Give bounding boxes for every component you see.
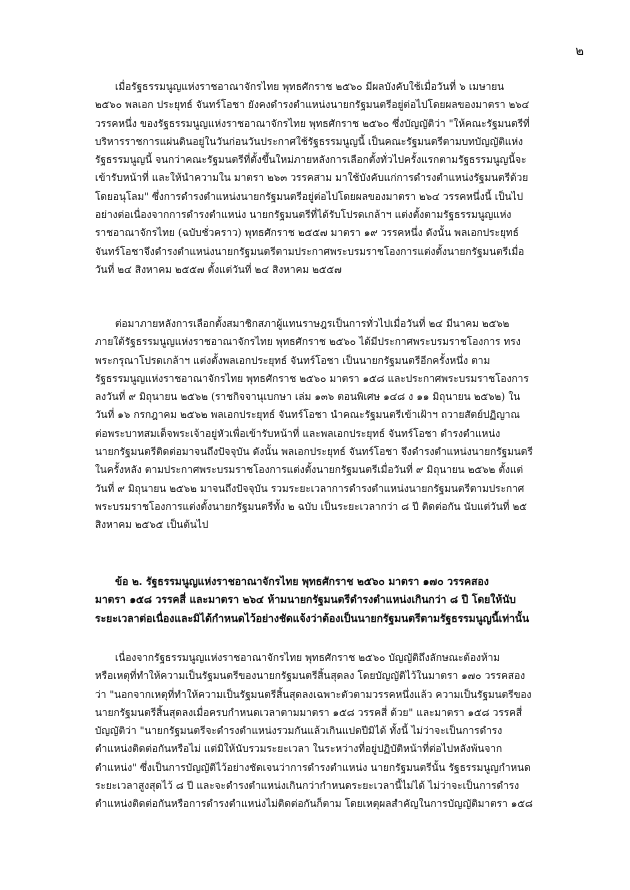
heading-line: ระยะเวลาต่อเนื่องและมิได้กำหนดไว้อย่างชัดแจ้งว่าต้องเป็นนายกรัฐมนตรีตามรัฐธรรมนูญนี้เท่านั้น [95, 612, 530, 625]
heading-line: ข้อ ๒. รัฐธรรมนูญแห่งราชอาณาจักรไทย พุทธศักราช ๒๕๖๐ มาตรา ๑๗๐ วรรคสอง [115, 576, 489, 588]
text-line: บัญญัติว่า "นายกรัฐมนตรีจะดำรงตำแหน่งรวมกันแล้วเกินแปดปีมิได้ ทั้งนี้ ไม่ว่าจะเป็นการดำรง [95, 726, 503, 738]
text-line: วันที่ ๑๖ กรกฎาคม ๒๕๖๒ พลเอกประยุทธ์ จันทร์โอชา นำคณะรัฐมนตรีเข้าเฝ้าฯ ถวายสัตย์ปฏิญาณ [95, 410, 520, 422]
text-line: เนื่องจากรัฐธรรมนูญแห่งราชอาณาจักรไทย พุทธศักราช ๒๕๖๐ บัญญัติถึงลักษณะต้องห้าม [115, 653, 500, 664]
text-line: เข้ารับหน้าที่ และให้นำความใน มาตรา ๒๖๓ วรรคสาม มาใช้บังคับแก่การดำรงตำแหน่งรัฐมนตรีด้วย [95, 173, 529, 185]
page-number: ๒ [575, 44, 584, 59]
text-line: บริหารราชการแผ่นดินอยู่ในวันก่อนวันประกาศใช้รัฐธรรมนูญนี้ เป็นคณะรัฐมนตรีตามบทบัญญัติแห่ง [95, 136, 523, 148]
text-line: หรือเหตุที่ทำให้ความเป็นรัฐมนตรีของนายกรัฐมนตรีสิ้นสุดลง โดยบัญญัติไว้ในมาตรา ๑๗๐ วรรคสอง [95, 671, 526, 683]
text-line: ต่อพระบาทสมเด็จพระเจ้าอยู่หัวเพื่อเข้ารับหน้าที่ และพลเอกประยุทธ์ จันทร์โอชา ดำรงตำแหน่ง [95, 428, 501, 440]
text-line: ลงวันที่ ๙ มิถุนายน ๒๕๖๒ (ราชกิจจานุเบกษา เล่ม ๑๓๖ ตอนพิเศษ ๑๔๘ ง ๑๑ มิถุนายน ๒๕๖๒) ใน [95, 392, 521, 404]
text-line: โดยอนุโลม" ซึ่งการดำรงตำแหน่งนายกรัฐมนตรีอยู่ต่อไปโดยผลของมาตรา ๒๖๔ วรรคหนึ่งนี้ เป็นไป [95, 191, 523, 203]
text-line: วรรคหนึ่ง ของรัฐธรรมนูญแห่งราชอาณาจักรไทย พุทธศักราช ๒๕๖๐ ซึ่งบัญญัติว่า "ให้คณะรัฐมนตรีที่ [95, 118, 530, 130]
text-line: อย่างต่อเนื่องจากการดำรงตำแหน่ง นายกรัฐมนตรีที่ได้รับโปรดเกล้าฯ แต่งตั้งตามรัฐธรรมนูญแห่ง [95, 210, 512, 222]
text-line: ต่อมาภายหลังการเลือกตั้งสมาชิกสภาผู้แทนราษฎรเป็นการทั่วไปเมื่อวันที่ ๒๔ มีนาคม ๒๕๖๒ [115, 319, 510, 330]
section-heading-2 [95, 573, 573, 628]
text-line: พระบรมราชโองการแต่งตั้งนายกรัฐมนตรีทั้ง ๒ ฉบับ เป็นระยะเวลากว่า ๘ ปี ติดต่อกัน นับแต่วันที่ ๒๕ [95, 501, 527, 513]
heading-line: มาตรา ๑๕๘ วรรคสี่ และมาตรา ๒๖๔ ห้ามนายกรัฐมนตรีดำรงตำแหน่งเกินกว่า ๘ ปี โดยให้นับ [95, 594, 516, 607]
text-line: จันทร์โอชาจึงดำรงตำแหน่งนายกรัฐมนตรีตามประกาศพระบรมราชโองการแต่งตั้งนายกรัฐมนตรีเมื่อ [95, 246, 525, 258]
text-line: เมื่อรัฐธรรมนูญแห่งราชอาณาจักรไทย พุทธศักราช ๒๕๖๐ มีผลบังคับใช้เมื่อวันที่ ๖ เมษายน [115, 82, 505, 93]
text-line: ตำแหน่งติดต่อกันหรือไม่ แต่มิให้นับรวมระยะเวลา ในระหว่างที่อยู่ปฏิบัติหน้าที่ต่อไปหลังพ้นจาก [95, 744, 503, 756]
text-line: วันที่ ๒๔ สิงหาคม ๒๕๕๗ ตั้งแต่วันที่ ๒๔ สิงหาคม ๒๕๕๗ [95, 264, 342, 276]
text-line: พระกรุณาโปรดเกล้าฯ แต่งตั้งพลเอกประยุทธ์ จันทร์โอชา เป็นนายกรัฐมนตรีอีกครั้งหนึ่ง ตาม [95, 355, 491, 367]
text-line: รัฐธรรมนูญนี้ จนกว่าคณะรัฐมนตรีที่ตั้งขึ้นใหม่ภายหลังการเลือกตั้งทั่วไปครั้งแรกตามรัฐธรรมนูญนี้จะ [95, 155, 527, 167]
paragraph-background [95, 79, 573, 280]
text-line: นายกรัฐมนตรีสิ้นสุดลงเมื่อครบกำหนดเวลาตามมาตรา ๑๕๘ วรรคสี่ ด้วย" และมาตรา ๑๕๘ วรรคสี่ [95, 707, 523, 719]
text-line: ภายใต้รัฐธรรมนูญแห่งราชอาณาจักรไทย พุทธศักราช ๒๕๖๐ ได้มีประกาศพระบรมราชโองการ ทรง [95, 337, 521, 349]
paragraph-reappointment [95, 316, 573, 536]
text-line: ตำแหน่ง" ซึ่งเป็นการบัญญัติไว้อย่างชัดเจนว่าการดำรงตำแหน่ง นายกรัฐมนตรีนั้น รัฐธรรมนูญกำหนด [95, 762, 531, 774]
text-line: ระยะเวลาสูงสุดไว้ ๘ ปี และจะดำรงตำแหน่งเกินกว่ากำหนดระยะเวลานี้ไม่ได้ ไม่ว่าจะเป็นการดำรง [95, 781, 520, 793]
text-line: ว่า "นอกจากเหตุที่ทำให้ความเป็นรัฐมนตรีสิ้นสุดลงเฉพาะตัวตามวรรคหนึ่งแล้ว ความเป็นรัฐมนตรีของ [95, 689, 532, 701]
text-line: ตำแหน่งติดต่อกันหรือการดำรงตำแหน่งไม่ติดต่อกันก็ตาม โดยเหตุผลสำคัญในการบัญญัติมาตรา ๑๕๘ [95, 799, 533, 811]
text-line: ในครั้งหลัง ตามประกาศพระบรมราชโองการแต่งตั้งนายกรัฐมนตรีเมื่อวันที่ ๙ มิถุนายน ๒๕๖๒ ตั้งแต่ [95, 465, 523, 477]
text-line: สิงหาคม ๒๕๖๕ เป็นต้นไป [95, 520, 209, 532]
text-line: ราชอาณาจักรไทย (ฉบับชั่วคราว) พุทธศักราช ๒๕๕๗ มาตรา ๑๙ วรรคหนึ่ง ดังนั้น พลเอกประยุทธ์ [95, 228, 519, 240]
text-line: วันที่ ๙ มิถุนายน ๒๕๖๒ มาจนถึงปัจจุบัน รวมระยะเวลาการดำรงตำแหน่งนายกรัฐมนตรีตามประกาศ [95, 483, 525, 495]
text-line: รัฐธรรมนูญแห่งราชอาณาจักรไทย พุทธศักราช ๒๕๖๐ มาตรา ๑๕๘ และประกาศพระบรมราชโองการ [95, 373, 529, 385]
paragraph-argument [95, 650, 573, 815]
text-line: ๒๕๖๐ พลเอก ประยุทธ์ จันทร์โอชา ยังคงดำรงตำแหน่งนายกรัฐมนตรีอยู่ต่อไปโดยผลของมาตรา ๒๖๔ [95, 100, 530, 112]
text-line: นายกรัฐมนตรีติดต่อมาจนถึงปัจจุบัน ดังนั้น พลเอกประยุทธ์ จันทร์โอชา จึงดำรงตำแหน่งนายกรัฐมนตรี [95, 447, 533, 459]
